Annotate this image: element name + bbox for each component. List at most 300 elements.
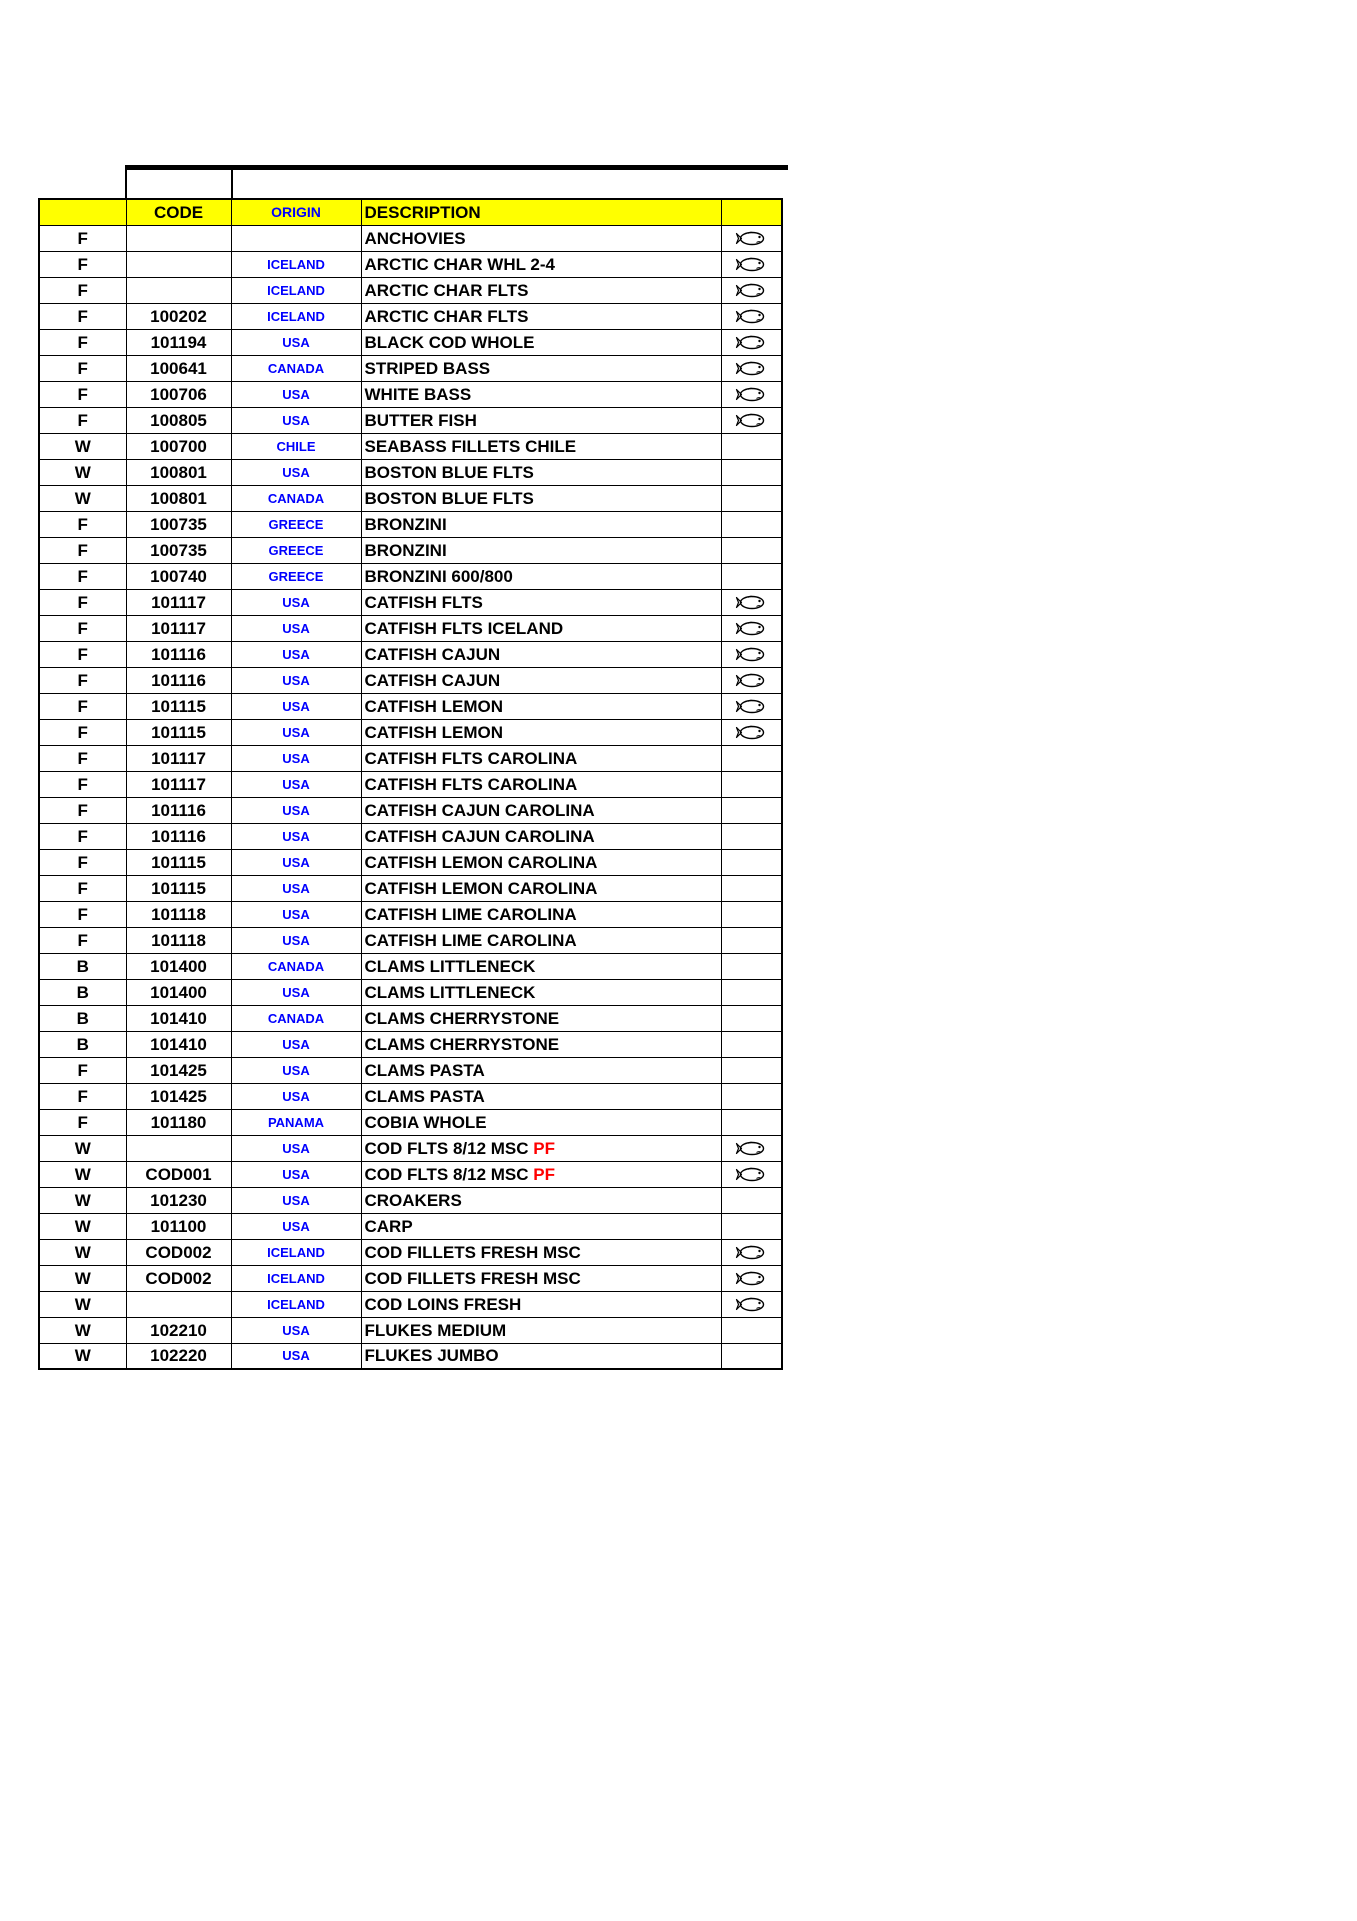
description-cell [361,563,721,589]
code-cell: 101410 [126,1031,231,1057]
table-row [39,433,782,459]
icon-cell [721,641,782,667]
origin-cell: USA [231,459,361,485]
origin-cell: ICELAND [231,1265,361,1291]
icon-cell [721,1161,782,1187]
description-text: FLUKES MEDIUM [364,1320,507,1340]
type-cell: F [39,563,126,589]
description-text: COD FILLETS FRESH MSC [364,1268,581,1288]
description-cell [361,849,721,875]
code-cell: 101410 [126,1005,231,1031]
code-cell: 101425 [126,1057,231,1083]
code-cell: 101115 [126,719,231,745]
description-text: CLAMS CHERRYSTONE [364,1034,560,1054]
description-cell [361,277,721,303]
fish-icon [735,1166,767,1183]
origin-cell: CANADA [231,485,361,511]
icon-cell [721,1057,782,1083]
origin-cell: USA [231,927,361,953]
icon-cell [721,1135,782,1161]
table-row [39,303,782,329]
description-text: ARCTIC CHAR FLTS [364,306,529,326]
origin-cell: USA [231,615,361,641]
code-cell: 100805 [126,407,231,433]
table-row [39,719,782,745]
table-row [39,1135,782,1161]
icon-cell [721,1031,782,1057]
description-cell [361,459,721,485]
description-text: BRONZINI 600/800 [364,566,513,586]
description-cell [361,979,721,1005]
table-row [39,485,782,511]
description-cell [361,1317,721,1343]
icon-cell [721,693,782,719]
icon-cell [721,979,782,1005]
fish-icon [735,724,767,741]
description-text: CLAMS LITTLENECK [364,982,536,1002]
description-text: COD FLTS 8/12 MSC [364,1138,534,1158]
icon-cell [721,901,782,927]
icon-cell [721,329,782,355]
type-cell: F [39,849,126,875]
description-text: CATFISH LEMON CAROLINA [364,878,598,898]
code-cell [126,225,231,251]
product-price-table [38,198,783,1370]
description-text: CATFISH CAJUN [364,670,501,690]
description-red-text: PF [533,1138,555,1158]
origin-cell: USA [231,381,361,407]
code-cell: 101117 [126,771,231,797]
type-cell: F [39,1057,126,1083]
table-row [39,589,782,615]
type-cell: F [39,329,126,355]
description-text: ARCTIC CHAR FLTS [364,280,529,300]
type-cell: F [39,719,126,745]
type-cell: W [39,1135,126,1161]
code-cell: COD001 [126,1161,231,1187]
icon-cell [721,927,782,953]
origin-cell: USA [231,1161,361,1187]
code-cell [126,277,231,303]
description-text: COD LOINS FRESH [364,1294,522,1314]
table-row [39,875,782,901]
origin-cell: USA [231,1135,361,1161]
origin-cell: GREECE [231,563,361,589]
type-cell: F [39,693,126,719]
code-cell: 101230 [126,1187,231,1213]
description-cell [361,1239,721,1265]
origin-cell: USA [231,667,361,693]
icon-cell [721,589,782,615]
description-text: CATFISH FLTS CAROLINA [364,774,578,794]
origin-cell: GREECE [231,537,361,563]
type-cell: F [39,251,126,277]
type-cell: F [39,277,126,303]
table-row [39,1291,782,1317]
description-text: BRONZINI [364,514,447,534]
description-cell [361,1135,721,1161]
origin-cell: USA [231,719,361,745]
description-cell [361,1031,721,1057]
table-row [39,1005,782,1031]
type-cell: W [39,1187,126,1213]
description-text: ARCTIC CHAR WHL 2-4 [364,254,555,274]
origin-cell: USA [231,1317,361,1343]
type-cell: F [39,1109,126,1135]
table-row [39,641,782,667]
fish-icon [735,308,767,325]
description-text: CATFISH LEMON [364,696,504,716]
description-cell [361,693,721,719]
description-text: CARP [364,1216,413,1236]
type-cell: W [39,1265,126,1291]
origin-cell: CANADA [231,953,361,979]
description-text: CLAMS PASTA [364,1086,485,1106]
code-cell: 101118 [126,901,231,927]
icon-cell [721,1317,782,1343]
table-row [39,797,782,823]
description-cell [361,719,721,745]
code-cell: 101116 [126,823,231,849]
icon-cell [721,485,782,511]
table-row [39,615,782,641]
type-cell: F [39,511,126,537]
origin-cell: USA [231,979,361,1005]
icon-cell [721,1343,782,1369]
description-cell [361,1057,721,1083]
code-cell: 100801 [126,459,231,485]
type-cell: W [39,1343,126,1369]
type-cell: F [39,771,126,797]
table-row [39,511,782,537]
icon-cell [721,511,782,537]
origin-cell: ICELAND [231,277,361,303]
table-row [39,251,782,277]
header-code-cell: CODE [126,199,231,225]
icon-cell [721,1187,782,1213]
description-cell [361,225,721,251]
fish-icon [735,1270,767,1287]
code-cell [126,251,231,277]
origin-cell: USA [231,329,361,355]
table-row [39,407,782,433]
icon-cell [721,1213,782,1239]
fish-icon [735,1140,767,1157]
origin-cell: USA [231,1057,361,1083]
icon-cell [721,849,782,875]
type-cell: W [39,1291,126,1317]
table-row [39,979,782,1005]
table-row [39,667,782,693]
icon-cell [721,225,782,251]
origin-cell: PANAMA [231,1109,361,1135]
origin-cell: ICELAND [231,1291,361,1317]
icon-cell [721,537,782,563]
description-cell [361,875,721,901]
table-row [39,849,782,875]
price-table-body [39,199,782,1369]
origin-cell: USA [231,849,361,875]
fish-icon [735,386,767,403]
description-cell [361,381,721,407]
icon-cell [721,433,782,459]
fish-icon [735,594,767,611]
origin-cell: USA [231,1031,361,1057]
type-cell: W [39,1317,126,1343]
code-cell: 100735 [126,537,231,563]
description-text: CATFISH LEMON [364,722,504,742]
description-cell [361,407,721,433]
fish-icon [735,230,767,247]
code-cell: 101116 [126,667,231,693]
description-text: BUTTER FISH [364,410,477,430]
type-cell: W [39,485,126,511]
header-description-cell: DESCRIPTION [361,199,721,225]
type-cell: W [39,459,126,485]
origin-cell: USA [231,1187,361,1213]
fish-icon [735,334,767,351]
preheader-divider-right [231,170,233,199]
description-cell [361,1291,721,1317]
code-cell: COD002 [126,1239,231,1265]
description-cell [361,1343,721,1369]
description-cell [361,303,721,329]
origin-cell: USA [231,901,361,927]
table-row [39,459,782,485]
type-cell: F [39,667,126,693]
origin-cell: USA [231,745,361,771]
type-cell: B [39,1005,126,1031]
description-text: CATFISH FLTS CAROLINA [364,748,578,768]
origin-cell: USA [231,407,361,433]
icon-cell [721,1005,782,1031]
code-cell: 101100 [126,1213,231,1239]
top-border-line [125,165,788,170]
description-cell [361,797,721,823]
type-cell: F [39,225,126,251]
fish-icon [735,282,767,299]
fish-icon [735,360,767,377]
description-text: COD FILLETS FRESH MSC [364,1242,581,1262]
description-cell [361,251,721,277]
description-cell [361,1083,721,1109]
type-cell: F [39,355,126,381]
code-cell: 102220 [126,1343,231,1369]
type-cell: F [39,823,126,849]
icon-cell [721,953,782,979]
icon-cell [721,277,782,303]
type-cell: F [39,407,126,433]
description-text: CATFISH LEMON CAROLINA [364,852,598,872]
fish-icon [735,1244,767,1261]
description-text: CATFISH CAJUN CAROLINA [364,826,595,846]
table-row [39,745,782,771]
table-row [39,1239,782,1265]
table-row [39,771,782,797]
description-cell [361,641,721,667]
description-cell [361,771,721,797]
table-row [39,1317,782,1343]
table-row [39,1083,782,1109]
icon-cell [721,1265,782,1291]
description-cell [361,927,721,953]
icon-cell [721,563,782,589]
code-cell: 101400 [126,953,231,979]
code-cell: 100801 [126,485,231,511]
origin-cell: USA [231,875,361,901]
type-cell: F [39,745,126,771]
description-cell [361,1213,721,1239]
fish-icon [735,412,767,429]
description-text: CATFISH CAJUN CAROLINA [364,800,595,820]
description-cell [361,1005,721,1031]
origin-cell: CANADA [231,1005,361,1031]
code-cell: 101115 [126,693,231,719]
type-cell: B [39,1031,126,1057]
fish-icon [735,1296,767,1313]
table-row [39,1057,782,1083]
table-row [39,693,782,719]
code-cell: 100202 [126,303,231,329]
icon-cell [721,251,782,277]
type-cell: F [39,303,126,329]
table-row [39,823,782,849]
origin-cell: ICELAND [231,303,361,329]
fish-icon [735,646,767,663]
table-row [39,953,782,979]
code-cell: 101116 [126,641,231,667]
icon-cell [721,381,782,407]
code-cell: 101400 [126,979,231,1005]
description-cell [361,823,721,849]
origin-cell: USA [231,641,361,667]
origin-cell: USA [231,797,361,823]
fish-icon [735,620,767,637]
origin-cell: GREECE [231,511,361,537]
description-cell [361,745,721,771]
icon-cell [721,1109,782,1135]
table-row [39,277,782,303]
type-cell: F [39,797,126,823]
icon-cell [721,875,782,901]
description-cell [361,355,721,381]
code-cell: 101117 [126,589,231,615]
description-text: CROAKERS [364,1190,462,1210]
table-row [39,1265,782,1291]
description-text: FLUKES JUMBO [364,1346,499,1366]
type-cell: W [39,433,126,459]
icon-cell [721,1239,782,1265]
table-row [39,1031,782,1057]
origin-cell: ICELAND [231,1239,361,1265]
description-text: CATFISH LIME CAROLINA [364,930,577,950]
description-cell [361,1265,721,1291]
icon-cell [721,745,782,771]
code-cell: 101118 [126,927,231,953]
type-cell: F [39,901,126,927]
icon-cell [721,1291,782,1317]
table-row [39,901,782,927]
table-row [39,381,782,407]
origin-cell: USA [231,693,361,719]
description-cell [361,589,721,615]
origin-cell: CANADA [231,355,361,381]
icon-cell [721,355,782,381]
description-cell [361,667,721,693]
description-cell [361,901,721,927]
description-cell [361,329,721,355]
table-row [39,1187,782,1213]
type-cell: F [39,641,126,667]
table-row [39,537,782,563]
type-cell: B [39,953,126,979]
description-cell [361,537,721,563]
description-text: CLAMS PASTA [364,1060,485,1080]
code-cell: 101117 [126,745,231,771]
description-text: COBIA WHOLE [364,1112,487,1132]
origin-cell: USA [231,1083,361,1109]
description-cell [361,485,721,511]
origin-cell: USA [231,771,361,797]
icon-cell [721,303,782,329]
icon-cell [721,823,782,849]
preheader-divider-left [125,170,127,199]
origin-cell: USA [231,823,361,849]
code-cell [126,1135,231,1161]
description-text: CLAMS LITTLENECK [364,956,536,976]
description-red-text: PF [533,1164,555,1184]
description-text: SEABASS FILLETS CHILE [364,436,577,456]
type-cell: W [39,1161,126,1187]
table-row [39,563,782,589]
header-icon-cell [721,199,782,225]
type-cell: W [39,1239,126,1265]
code-cell: COD002 [126,1265,231,1291]
code-cell: 101180 [126,1109,231,1135]
type-cell: F [39,615,126,641]
code-cell: 100740 [126,563,231,589]
description-text: BOSTON BLUE FLTS [364,488,534,508]
code-cell: 101425 [126,1083,231,1109]
description-text: CLAMS CHERRYSTONE [364,1008,560,1028]
description-text: BLACK COD WHOLE [364,332,535,352]
code-cell: 100641 [126,355,231,381]
description-cell [361,1161,721,1187]
origin-cell: USA [231,1343,361,1369]
description-cell [361,615,721,641]
code-cell: 101117 [126,615,231,641]
table-row [39,355,782,381]
table-row [39,1343,782,1369]
origin-cell: USA [231,1213,361,1239]
description-text: CATFISH FLTS ICELAND [364,618,564,638]
description-text: STRIPED BASS [364,358,491,378]
code-cell: 100735 [126,511,231,537]
icon-cell [721,719,782,745]
code-cell: 101115 [126,849,231,875]
fish-icon [735,698,767,715]
header-origin-cell: ORIGIN [231,199,361,225]
code-cell: 101194 [126,329,231,355]
fish-icon [735,256,767,273]
table-row [39,927,782,953]
origin-cell: USA [231,589,361,615]
description-text: CATFISH CAJUN [364,644,501,664]
description-cell [361,433,721,459]
origin-cell [231,225,361,251]
icon-cell [721,615,782,641]
table-row [39,329,782,355]
